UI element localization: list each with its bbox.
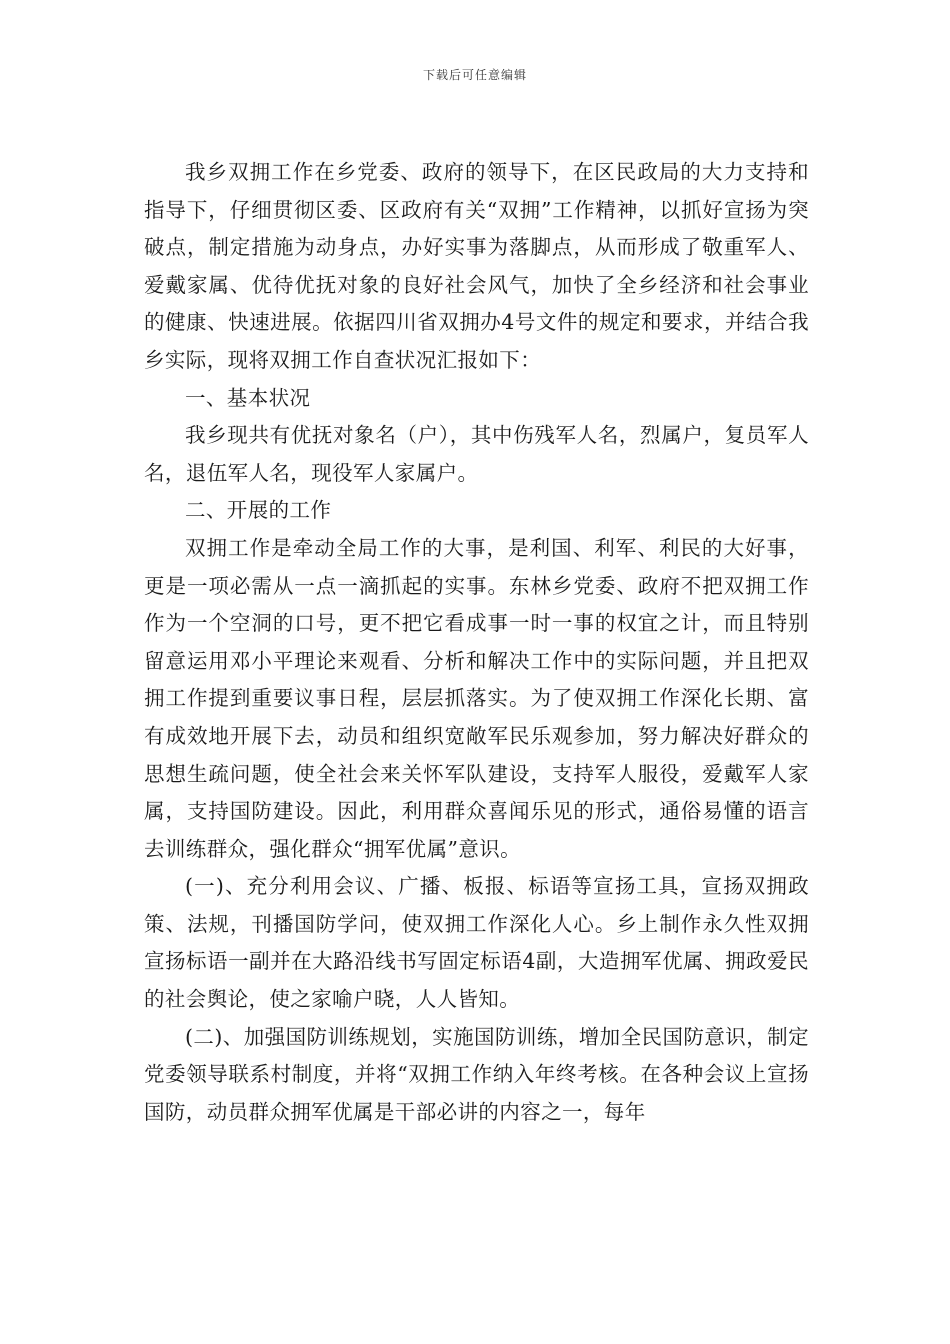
basic-situation-paragraph: 我乡现共有优抚对象名（户），其中伤残军人名，烈属户，复员军人名，退伍军人名，现役军人家属户。	[144, 423, 809, 485]
item-two-paragraph: (二)、加强国防训练规划，实施国防训练，增加全民国防意识，制定党委领导联系村制度，并将“双拥工作纳入年终考核。在各种会议上宣扬国防，动员群众拥军优属是干部必讲的内容之一，每年	[144, 1024, 809, 1124]
work-overview-paragraph: 双拥工作是牵动全局工作的大事，是利国、利军、利民的大好事，更是一项必需从一点一滴抓起的实事。东林乡党委、政府不把双拥工作作为一个空洞的口号，更不把它看成事一时一事的权宜之计，而且特别留意运用邓小平理论来观看、分析和解决工作中的实际问题，并且把双拥工作提到重要议事日程，层层抓落实。为了使双拥工作深化长期、富有成效地开展下去，动员和组织宽敞军民乐观参加，努力解决好群众的思想生疏问题，使全社会来关怀军队建设，支持军人服役，爱戴军人家属，支持国防建设。因此，利用群众喜闻乐见的形式，通俗易懂的语言去训练群众，强化群众“拥军优属”意识。	[144, 535, 809, 861]
item-one-paragraph: (一)、充分利用会议、广播、板报、标语等宣扬工具，宣扬双拥政策、法规，刊播国防学问，使双拥工作深化人心。乡上制作永久性双拥宣扬标语一副并在大路沿线书写固定标语4副，大造拥军优属、拥政爱民的社会舆论，使之家喻户晓，人人皆知。	[144, 874, 809, 1012]
page-header-note: 下载后可任意编辑	[422, 68, 527, 82]
intro-paragraph: 我乡双拥工作在乡党委、政府的领导下，在区民政局的大力支持和指导下，仔细贯彻区委、区政府有关“双拥”工作精神，以抓好宣扬为突破点，制定措施为动身点，办好实事为落脚点，从而形成了敬重军人、爱戴家属、优待优抚对象的良好社会风气，加快了全乡经济和社会事业的健康、快速进展。依据四川省双拥办4号文件的规定和要求，并结合我乡实际，现将双拥工作自查状况汇报如下：	[144, 160, 809, 372]
section-heading-work-carried-out: 二、开展的工作	[185, 498, 332, 523]
document-body	[144, 154, 809, 1131]
section-heading-basic-situation: 一、基本状况	[185, 385, 311, 410]
